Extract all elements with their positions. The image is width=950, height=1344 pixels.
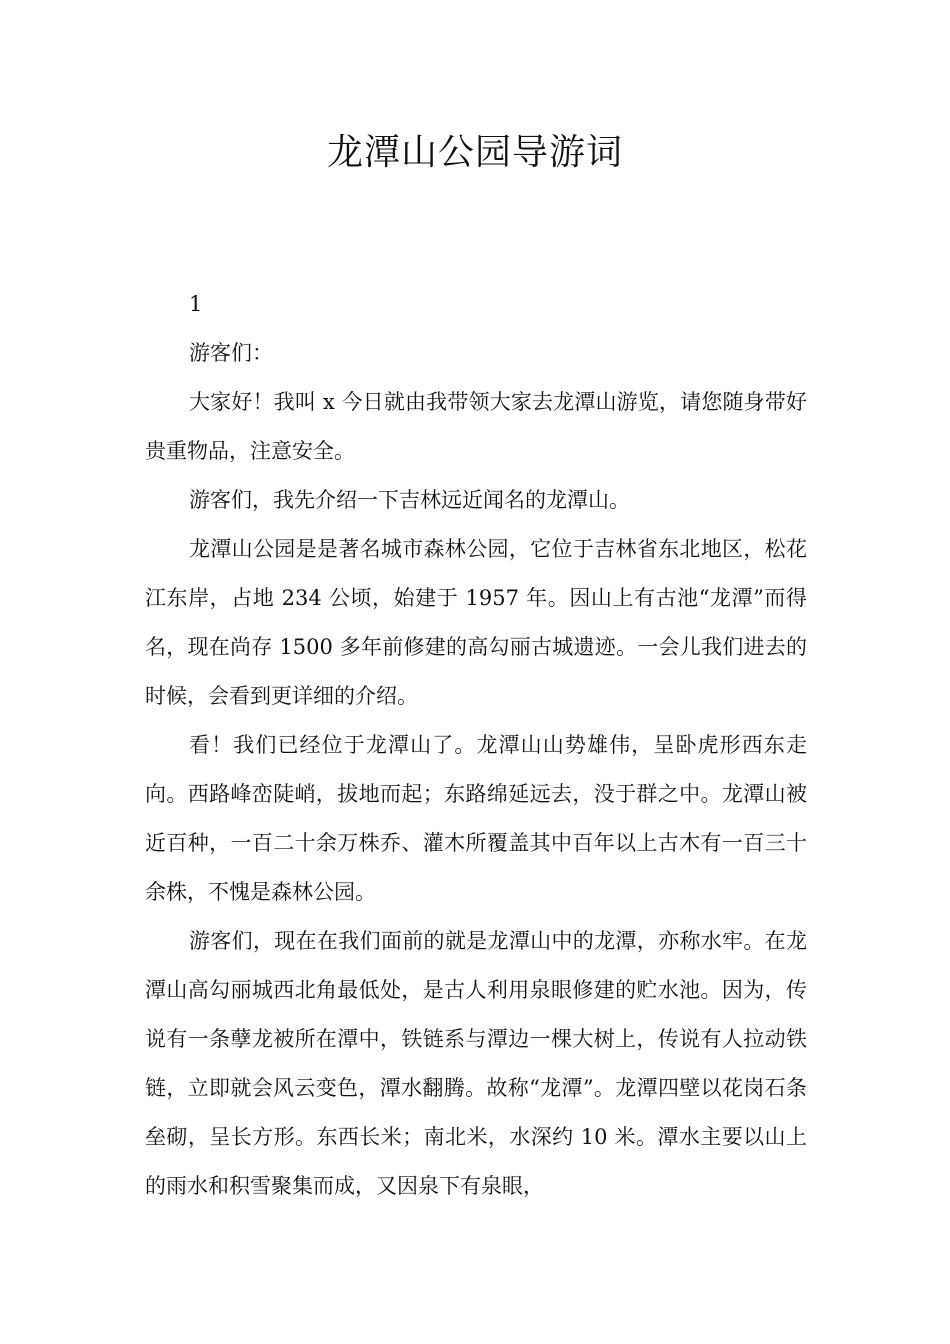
paragraph-section-number: 1 bbox=[189, 292, 203, 316]
paragraph-greeting: 游客们： bbox=[189, 341, 273, 365]
paragraph-mountain: 看！我们已经位于龙潭山了。龙潭山山势雄伟，呈卧虎形西东走向。西路峰峦陡峭，拔地而起；东路绵延远去，没于群之中。龙潭山被近百种，一百二十余万株乔、灌木所覆盖其中百年以上古木有一百三十余株，不愧是森林公园。 bbox=[145, 733, 807, 904]
document-title: 龙潭山公园导游词 bbox=[326, 132, 623, 173]
paragraph-intro: 游客们，我先介绍一下吉林远近闻名的龙潭山。 bbox=[189, 488, 630, 512]
paragraph-dragon-pool: 游客们，现在在我们面前的就是龙潭山中的龙潭，亦称水牢。在龙潭山高勾丽城西北角最低处，是古人利用泉眼修建的贮水池。因为，传说有一条孽龙被所在潭中，铁链系与潭边一棵大树上，传说有人拉动铁链，立即就会风云变色，潭水翻腾。故称“龙潭”。龙潭四壁以花岗石条垒砌，呈长方形。东西长米；南北米，水深约 10 米。潭水主要以山上的雨水和积雪聚集而成，又因泉下有泉眼， bbox=[145, 929, 807, 1198]
paragraph-park-overview: 龙潭山公园是是著名城市森林公园，它位于吉林省东北地区，松花江东岸，占地 234 公顷，始建于 1957 年。因山上有古池“龙潭”而得名，现在尚存 1500 多年前修建的高勾丽古城遗迹。一会儿我们进去的时候，会看到更详细的介绍。 bbox=[145, 537, 807, 708]
document-body bbox=[145, 280, 807, 1211]
paragraph-welcome: 大家好！我叫 x 今日就由我带领大家去龙潭山游览，请您随身带好贵重物品，注意安全。 bbox=[145, 390, 807, 463]
